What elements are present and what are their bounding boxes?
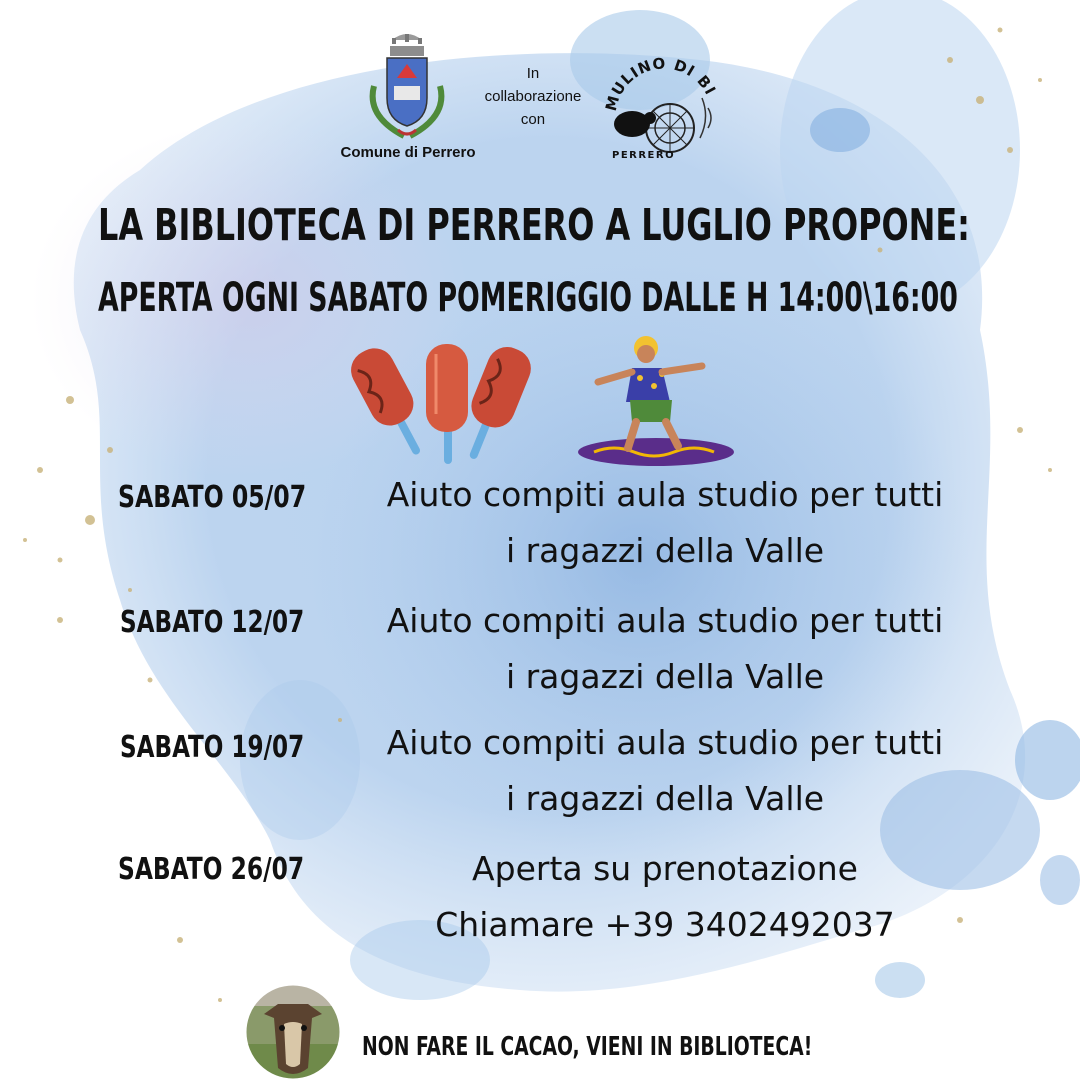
schedule-line-1: Aiuto compiti aula studio per tutti	[386, 601, 944, 640]
mulino-sub-label: PERRERO	[612, 150, 676, 161]
popsicles-icon	[340, 340, 540, 466]
schedule-line-1: Aperta su prenotazione	[472, 849, 858, 888]
goat-avatar-icon	[244, 984, 342, 1080]
collab-line: In	[526, 65, 540, 82]
title-line-1: LA BIBLIOTECA DI PERRERO A LUGLIO PROPONE:	[98, 200, 970, 251]
schedule-date: SABATO 19/07	[120, 730, 305, 765]
schedule-line-2: i ragazzi della Valle	[505, 779, 825, 818]
schedule-date: SABATO 26/07	[118, 852, 305, 887]
mulino-logo-icon	[598, 48, 724, 166]
collab-line: con	[520, 111, 546, 128]
schedule-line-1: Aiuto compiti aula studio per tutti	[386, 475, 944, 514]
mulino-logo-text: MULINO DI BI	[601, 54, 720, 113]
footer-slogan: NON FARE IL CACAO, VIENI IN BIBLIOTECA!	[362, 1032, 813, 1062]
svg-text:MULINO DI BI	[602, 54, 720, 113]
title-line-2: APERTA OGNI SABATO POMERIGGIO DALLE H 14:00\16:00	[98, 275, 958, 321]
schedule-date: SABATO 05/07	[118, 480, 307, 515]
collaboration-text	[470, 62, 596, 131]
schedule-line-2: i ragazzi della Valle	[505, 657, 825, 696]
schedule-line-1: Aiuto compiti aula studio per tutti	[386, 723, 944, 762]
comune-label: Comune di Perrero	[340, 144, 476, 161]
surfer-icon	[574, 334, 738, 472]
coat-of-arms-icon	[362, 26, 452, 144]
schedule-line-2: Chiamare +39 3402492037	[435, 905, 895, 944]
collab-line: collaborazione	[484, 88, 582, 105]
schedule-line-2: i ragazzi della Valle	[505, 531, 825, 570]
schedule-date: SABATO 12/07	[120, 605, 305, 640]
